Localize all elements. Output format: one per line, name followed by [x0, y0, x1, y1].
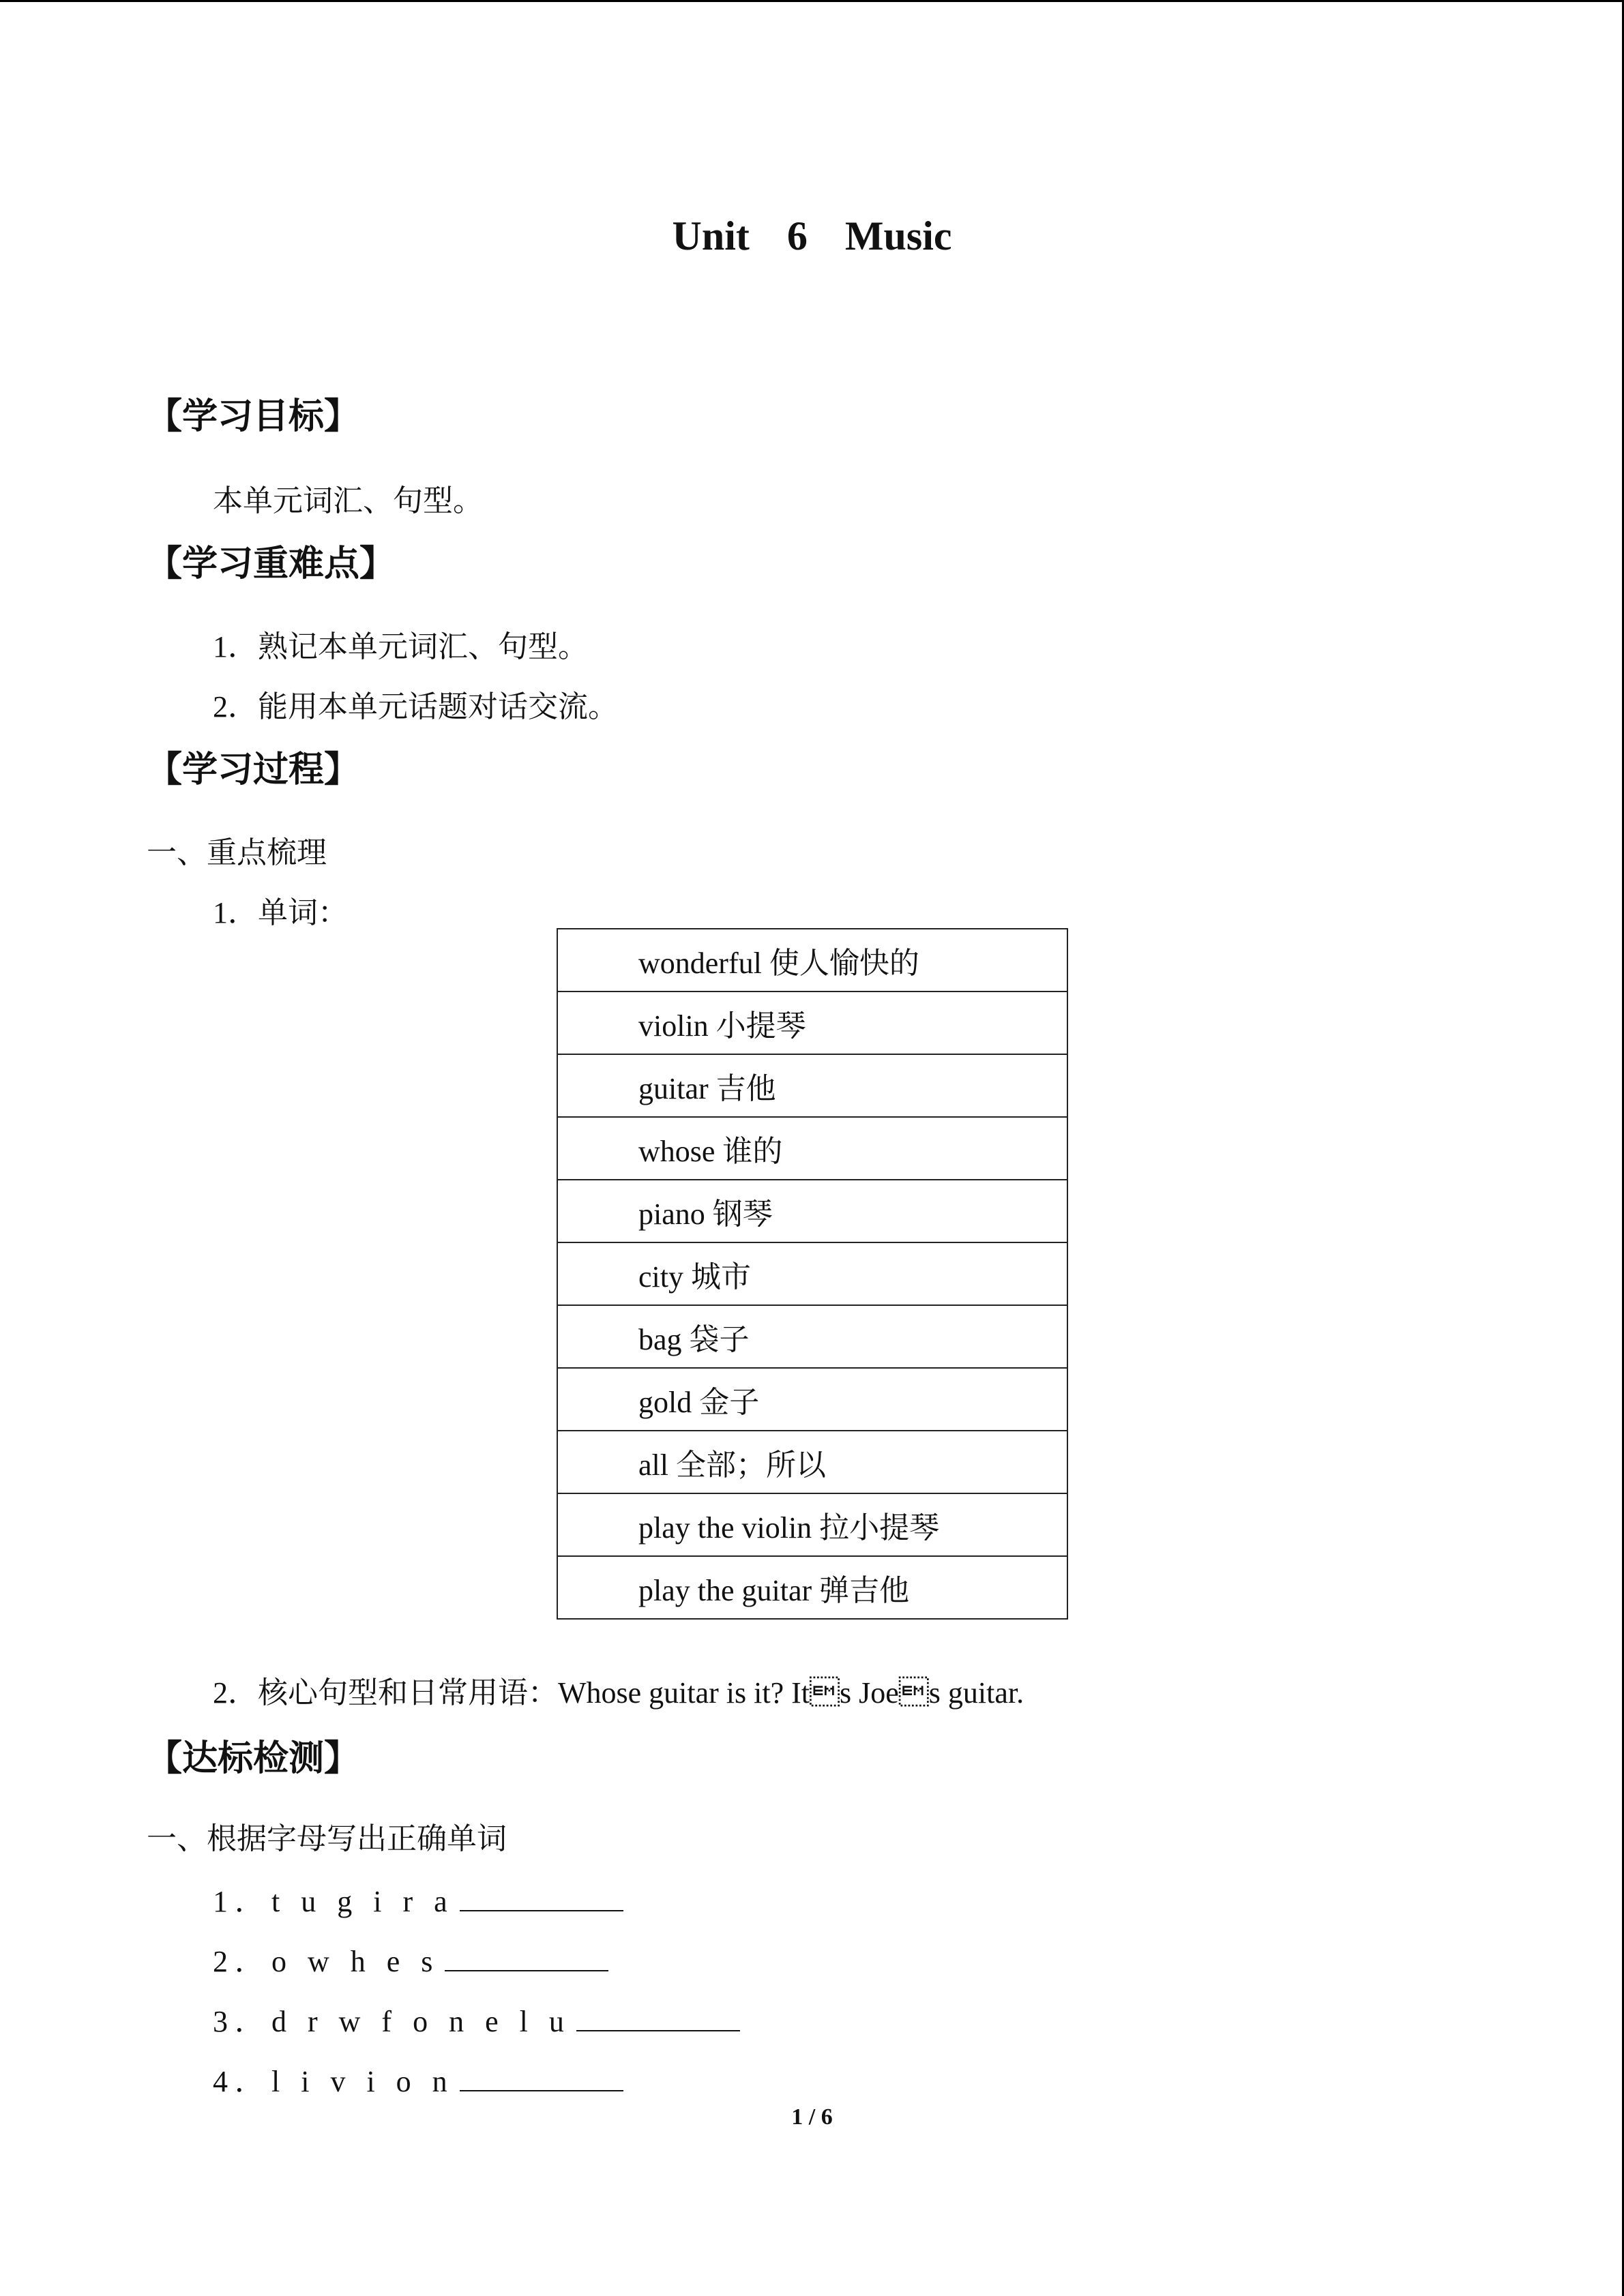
vocab-cell: bag 袋子: [557, 1305, 1067, 1368]
objectives-heading: 【学习目标】: [147, 398, 360, 436]
table-row: [557, 1054, 1067, 1117]
table-row: [557, 1117, 1067, 1180]
exercise-4: [213, 2057, 623, 2100]
table-row: [557, 1431, 1067, 1493]
answer-blank[interactable]: [445, 1943, 608, 1971]
answer-blank[interactable]: [460, 1883, 623, 1911]
vocab-cell: guitar 吉他: [557, 1054, 1067, 1117]
vocab-cell: whose 谁的: [557, 1117, 1067, 1180]
exercise-letters: 2．o w h e s: [213, 1945, 440, 1978]
exercise-letters: 1．t u g i r a: [213, 1885, 454, 1918]
keypoint-2: 2．能用本单元话题对话交流。: [213, 690, 618, 724]
check-subheading: 一、根据字母写出正确单词: [147, 1822, 507, 1855]
words-label: 1．单词：: [213, 896, 348, 929]
vocab-table: [557, 928, 1068, 1620]
vocab-cell: city 城市: [557, 1242, 1067, 1305]
vocab-cell: piano 钢琴: [557, 1180, 1067, 1242]
table-row: [557, 1493, 1067, 1556]
check-heading: 【达标检测】: [147, 1740, 360, 1778]
vocab-cell: all 全部；所以: [557, 1431, 1067, 1493]
vocab-cell: wonderful 使人愉快的: [557, 929, 1067, 992]
exercise-letters: 3．d r w f o n e l u: [213, 2005, 571, 2038]
page-number: 1 / 6: [791, 2104, 833, 2130]
exercise-3: [213, 1997, 740, 2040]
process-subheading: 一、重点梳理: [147, 836, 327, 869]
exercise-2: [213, 1937, 608, 1980]
process-heading: 【学习过程】: [147, 751, 360, 790]
answer-blank[interactable]: [576, 2003, 740, 2031]
vocab-cell: play the guitar 弹吉他: [557, 1556, 1067, 1619]
answer-blank[interactable]: [460, 2063, 623, 2091]
table-row: [557, 1368, 1067, 1431]
sentence-line: 2．核心句型和日常用语：Whose guitar is it? Its Joes guitar.: [213, 1676, 1024, 1710]
table-row: [557, 992, 1067, 1054]
table-row: [557, 1180, 1067, 1242]
page-border-top: [0, 0, 1624, 2]
exercise-letters: 4．l i v i o n: [213, 2065, 454, 2098]
objectives-text: 本单元词汇、句型。: [213, 484, 483, 518]
vocab-cell: gold 金子: [557, 1368, 1067, 1431]
table-row: [557, 1242, 1067, 1305]
page-title: Unit 6 Music: [672, 213, 952, 258]
table-row: [557, 929, 1067, 992]
table-row: [557, 1305, 1067, 1368]
vocab-cell: play the violin 拉小提琴: [557, 1493, 1067, 1556]
table-row: [557, 1556, 1067, 1619]
exercise-1: [213, 1877, 623, 1920]
keypoints-heading: 【学习重难点】: [147, 545, 396, 584]
keypoint-1: 1．熟记本单元词汇、句型。: [213, 630, 588, 664]
vocab-cell: violin 小提琴: [557, 992, 1067, 1054]
